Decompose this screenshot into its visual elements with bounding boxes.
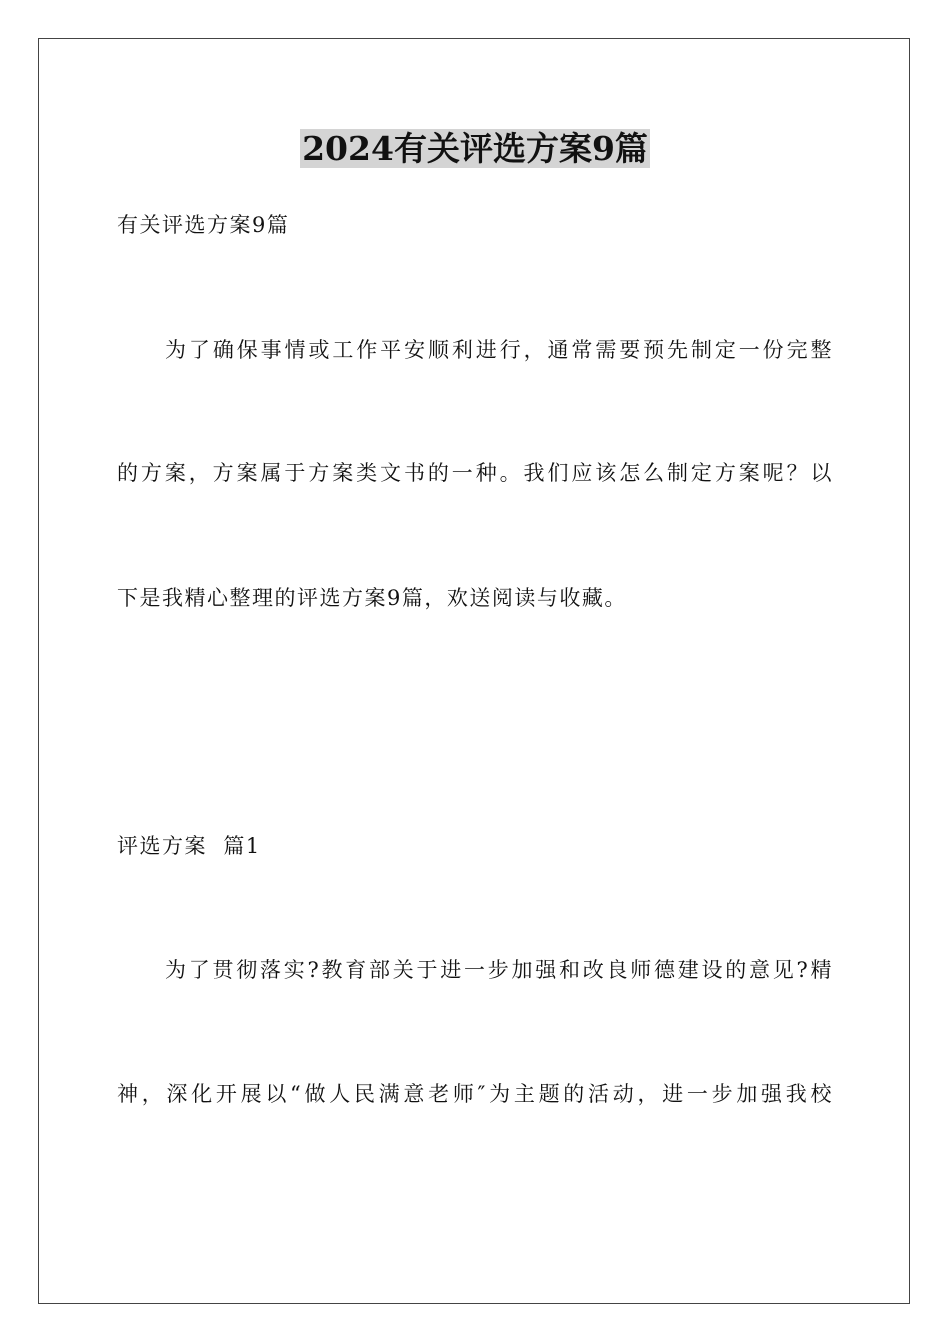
document-title-text: 2024有关评选方案9篇 — [302, 129, 648, 168]
intro-paragraph-line-3: 下是我精心整理的评选方案9篇，欢送阅读与收藏。 — [117, 586, 627, 610]
section-paragraph-line-2: 神，深化开展以“做人民满意老师″为主题的活动，进一步加强我校 — [117, 1082, 833, 1106]
intro-paragraph-line-2: 的方案，方案属于方案类文书的一种。我们应该怎么制定方案呢？以 — [117, 461, 833, 485]
document-title — [0, 128, 950, 170]
section-heading: 评选方案 篇1 — [117, 834, 261, 858]
document-subtitle: 有关评选方案9篇 — [117, 213, 290, 237]
section-paragraph-line-1: 为了贯彻落实?教育部关于进一步加强和改良师德建设的意见?精 — [165, 958, 833, 982]
intro-paragraph-line-1: 为了确保事情或工作平安顺利进行，通常需要预先制定一份完整 — [165, 338, 833, 362]
